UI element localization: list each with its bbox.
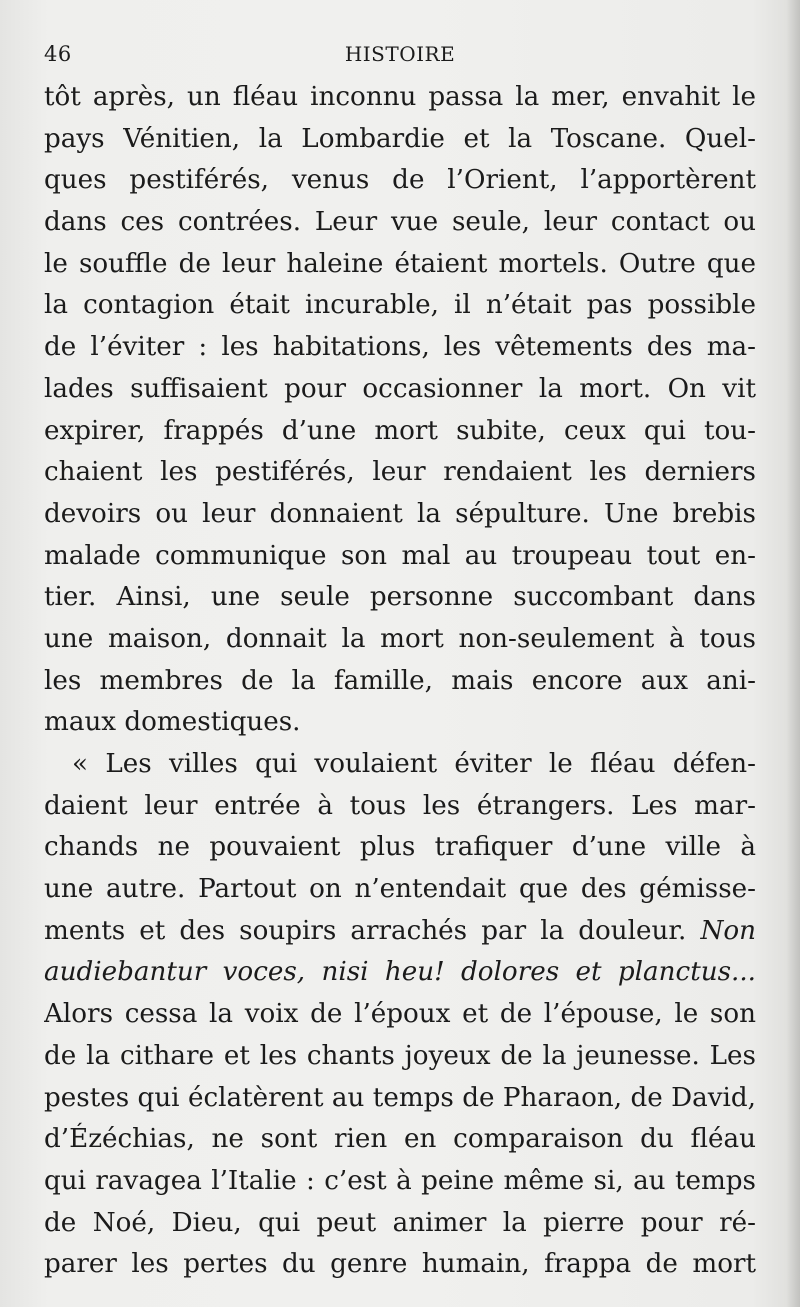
text-line: parer les pertes du genre humain, frappa de mort [44,1249,756,1280]
text-line: de Noé, Dieu, qui peut animer la pierre pour ré- [44,1207,756,1238]
text-line: chaient les pestiférés, leur rendaient les derniers [44,457,756,488]
text-line: la contagion était incurable, il n’était pas possible [44,290,756,321]
text-line: Alors cessa la voix de l’époux et de l’épouse, le son [44,999,756,1030]
body-text [44,77,756,1286]
text-line-paragraph-start: « Les villes qui voulaient éviter le fléau défen- [72,749,756,779]
latin-quote: audiebantur voces, nisi heu! dolores et planctus... [44,957,756,988]
text-line: le souffle de leur haleine étaient mortels. Outre que [44,248,756,279]
text-line: de la cithare et les chants joyeux de la jeunesse. Les [44,1040,756,1071]
text-line: de l’éviter : les habitations, les vêtements des ma- [44,332,756,363]
text-line: pestes qui éclatèrent au temps de Pharaon, de David, [44,1082,756,1113]
running-head: HISTOIRE [344,42,456,66]
text-line: les membres de la famille, mais encore aux ani- [44,665,756,696]
latin-quote: Non [700,915,756,946]
text-line: devoirs ou leur donnaient la sépulture. Une brebis [44,498,756,529]
text-line: ments et des soupirs arrachés par la douleur. Non [44,915,756,946]
text-line: expirer, frappés d’une mort subite, ceux qui tou- [44,415,756,446]
text-line: dans ces contrées. Leur vue seule, leur contact ou [44,207,756,238]
text-line-paragraph-end: maux domestiques. [44,707,301,738]
text-line: ques pestiférés, venus de l’Orient, l’apportèrent [44,165,756,196]
text-line: tier. Ainsi, une seule personne succombant dans [44,582,756,613]
text-line: lades suffisaient pour occasionner la mort. On vit [44,373,756,404]
text-line: tôt après, un fléau inconnu passa la mer, envahit le [44,82,756,112]
text-line: d’Ézéchias, ne sont rien en comparaison du fléau [44,1124,756,1155]
page-number: 46 [44,42,72,66]
text-line: pays Vénitien, la Lombardie et la Toscane. Quel- [44,123,756,154]
text-line [44,952,756,994]
text-line: malade communique son mal au troupeau tout en- [44,540,756,571]
text-line: qui ravagea l’Italie : c’est à peine même si, au temps [44,1165,756,1196]
page-edge-shadow [786,0,800,1307]
text-line: daient leur entrée à tous les étrangers. Les mar- [44,790,756,821]
text-line: chands ne pouvaient plus trafiquer d’une ville à [44,832,756,863]
page-header [44,38,756,72]
text-line: une autre. Partout on n’entendait que des gémisse- [44,874,756,905]
text-line: une maison, donnait la mort non-seulement à tous [44,623,756,654]
